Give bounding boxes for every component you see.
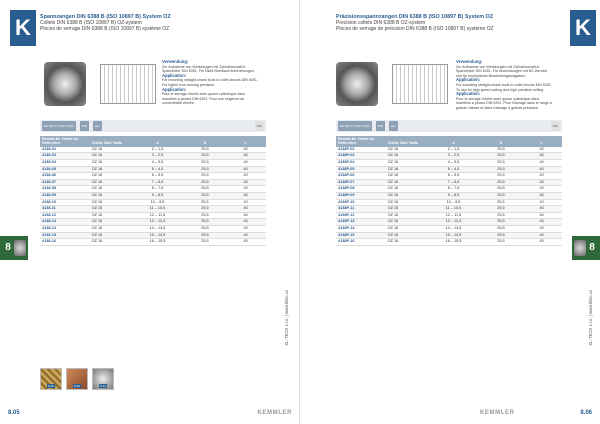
product-ref: 8.21: [100, 384, 106, 388]
table-cell: OZ 16: [90, 186, 131, 193]
kemmler-k-logo: K: [570, 10, 596, 46]
table-cell: 8 – 7,5: [426, 186, 480, 193]
left-title-de: Spannzangen DIN 6388 B (ISO 10897 B) System OZ: [40, 14, 171, 20]
table-cell: 40: [521, 173, 562, 180]
table-row: [336, 199, 562, 206]
table-cell: 40: [521, 186, 562, 193]
table-row: [40, 179, 266, 186]
right-title-block: [336, 14, 494, 32]
spec-cell: EH 840 PI 1300 0 ISO: [338, 121, 372, 131]
right-title-fr: Pinces de serrage de précision DIN 6388 B (ISO 10897 B) système OZ: [336, 26, 494, 32]
table-cell: 6 – 5,5: [426, 173, 480, 180]
table-cell: 4 – 3,5: [130, 160, 184, 167]
table-cell: 25,5: [481, 147, 522, 153]
table-cell: 16 – 15,5: [130, 239, 184, 246]
related-products: [40, 368, 114, 390]
col-header: d: [130, 136, 184, 147]
table-cell: 2 – 1,5: [130, 147, 184, 153]
table-row: [336, 153, 562, 160]
table-cell: 40: [521, 225, 562, 232]
table-row: [40, 225, 266, 232]
table-row: [40, 199, 266, 206]
table-cell: OZ 16: [90, 173, 131, 180]
table-row: [40, 192, 266, 199]
table-cell: 40: [225, 179, 266, 186]
table-cell: 4138P-05: [336, 166, 386, 173]
section-number-tab: [572, 236, 600, 260]
table-cell: OZ 16: [386, 239, 427, 246]
table-cell: 25,5: [481, 173, 522, 180]
table-row: [336, 179, 562, 186]
collet-thumb-icon: [574, 240, 586, 256]
right-title-en: Precision collets DIN 6388 B OZ-system: [336, 20, 426, 26]
table-cell: 6 – 5,5: [130, 173, 184, 180]
table-cell: OZ 16: [386, 179, 427, 186]
table-cell: 4138-05: [40, 166, 90, 173]
spec-cell: Abb: [255, 121, 264, 131]
left-footer: [8, 408, 292, 418]
spec-cell: DIN: [376, 121, 385, 131]
usage-text-fr: Pour le serrage d'outils avec queue cylindrique dans mandrins à pinces DIN 6391. Pour l'usinage dans le range à grande vitesse et dans l'usinage à grande précision.: [456, 96, 552, 110]
brand-name: KEMMLER: [480, 410, 515, 416]
table-cell: 4138P-09: [336, 192, 386, 199]
table-cell: 12 – 11,5: [130, 212, 184, 219]
table-cell: 4138-15: [40, 232, 90, 239]
left-title-block: [40, 14, 171, 32]
table-row: [40, 173, 266, 180]
table-cell: 40: [521, 179, 562, 186]
table-cell: 25,5: [185, 179, 226, 186]
table-cell: 12 – 11,5: [426, 212, 480, 219]
table-cell: 3 – 2,5: [426, 153, 480, 160]
brand-name: KEMMLER: [257, 410, 292, 416]
table-cell: 40: [521, 166, 562, 173]
table-row: [336, 160, 562, 167]
table-cell: 4138-07: [40, 179, 90, 186]
table-cell: 4138P-03: [336, 153, 386, 160]
table-cell: 4 – 3,5: [426, 160, 480, 167]
table-cell: 15 – 14,5: [426, 232, 480, 239]
table-row: [40, 153, 266, 160]
section-number-tab: [0, 236, 28, 260]
table-cell: 25,5: [185, 192, 226, 199]
table-cell: OZ 16: [386, 232, 427, 239]
col-header: D: [185, 136, 226, 147]
table-cell: 25,5: [481, 166, 522, 173]
table-cell: OZ 16: [386, 225, 427, 232]
table-cell: OZ 16: [386, 160, 427, 167]
left-title-fr: Pinces de serrage DIN 6388 B (ISO 10897 B) système OZ: [40, 26, 170, 32]
table-cell: OZ 16: [90, 179, 131, 186]
table-cell: OZ 16: [90, 219, 131, 226]
table-cell: 4138P-07: [336, 179, 386, 186]
table-cell: 13 – 12,5: [130, 219, 184, 226]
table-row: [336, 239, 562, 246]
table-cell: 4138-09: [40, 192, 90, 199]
table-cell: 4138P-02: [336, 147, 386, 153]
table-cell: 4138P-14: [336, 225, 386, 232]
table-row: [40, 166, 266, 173]
table-cell: 25,5: [481, 179, 522, 186]
table-cell: OZ 16: [90, 232, 131, 239]
table-row: [336, 219, 562, 226]
table-cell: OZ 16: [90, 239, 131, 246]
related-product[interactable]: [92, 368, 114, 390]
table-row: [40, 206, 266, 213]
table-cell: 25,5: [481, 232, 522, 239]
table-cell: OZ 16: [386, 147, 427, 153]
table-row: [336, 232, 562, 239]
table-cell: 8 – 7,5: [130, 186, 184, 193]
table-cell: 25,5: [481, 225, 522, 232]
table-cell: OZ 16: [90, 166, 131, 173]
distributor-vertical-text: KL-TECH s.r.o. | www.kltec.cz: [588, 290, 593, 346]
table-cell: 4138-08: [40, 186, 90, 193]
table-cell: OZ 16: [90, 160, 131, 167]
table-cell: 4138P-08: [336, 186, 386, 193]
table-row: [40, 232, 266, 239]
section-number: 8: [589, 242, 595, 253]
table-cell: 25,5: [185, 153, 226, 160]
table-cell: 40: [225, 147, 266, 153]
table-cell: OZ 16: [386, 199, 427, 206]
table-cell: 4138P-04: [336, 160, 386, 167]
usage-text-fr: Pour le serrage d'outils avec queue cylindrique dans mandrins à pinces DIN 6391. Pour une exigence de concentricité élevée.: [162, 92, 246, 106]
table-cell: 7 – 6,5: [426, 179, 480, 186]
left-spec-icon-bar: [40, 120, 266, 132]
table-cell: 4138-10: [40, 199, 90, 206]
table-cell: 4138P-13: [336, 219, 386, 226]
usage-heading-fr: Application:: [456, 91, 481, 97]
usage-heading-de: Verwendung:: [456, 59, 483, 64]
col-header: L: [521, 136, 562, 147]
table-cell: 13 – 12,5: [426, 219, 480, 226]
table-cell: 25,5: [481, 186, 522, 193]
right-usage-text: [456, 60, 552, 111]
table-cell: 25,5: [481, 212, 522, 219]
spec-cell: Abb: [551, 121, 560, 131]
left-spec-table: [40, 136, 266, 246]
usage-heading-de: Verwendung:: [162, 59, 189, 64]
table-cell: OZ 16: [90, 192, 131, 199]
table-cell: 40: [521, 206, 562, 213]
right-title-de: Präzisionsspannzangen DIN 6388 B (ISO 10897 B) System OZ: [336, 14, 493, 20]
collet-thumb-icon: [14, 240, 26, 256]
table-cell: 25,5: [185, 160, 226, 167]
table-cell: 14 – 13,5: [426, 225, 480, 232]
table-cell: 40: [521, 192, 562, 199]
kemmler-k-logo: K: [10, 10, 36, 46]
table-cell: 25,5: [185, 212, 226, 219]
table-cell: 3 – 2,5: [130, 153, 184, 160]
table-cell: 25,5: [185, 199, 226, 206]
table-cell: 25,5: [185, 166, 226, 173]
table-cell: 15 – 14,5: [130, 232, 184, 239]
usage-heading-en: Application:: [456, 77, 481, 83]
left-title-en: Collets DIN 6388 B (ISO 10897 B) OZ-system: [40, 20, 142, 26]
table-cell: 40: [521, 199, 562, 206]
table-cell: 25,5: [185, 225, 226, 232]
table-cell: 25,5: [481, 219, 522, 226]
product-ref: 8.20: [74, 384, 80, 388]
table-row: [336, 166, 562, 173]
table-cell: 40: [225, 166, 266, 173]
table-cell: 40: [225, 232, 266, 239]
col-header: D: [481, 136, 522, 147]
col-header: d: [426, 136, 480, 147]
table-cell: 40: [225, 212, 266, 219]
product-ref: 8.20: [48, 384, 54, 388]
table-cell: OZ 16: [90, 212, 131, 219]
table-cell: 10 – 9,5: [130, 199, 184, 206]
col-header: Größe Size Taille: [386, 136, 427, 147]
table-cell: 4138-12: [40, 212, 90, 219]
table-cell: 40: [225, 219, 266, 226]
collet-technical-drawing: [100, 64, 156, 104]
spec-cell: EH 840 PI 1300 0 ISO: [42, 121, 76, 131]
section-number: 8: [5, 242, 11, 253]
table-cell: 4138-02: [40, 147, 90, 153]
table-cell: 4138-14: [40, 225, 90, 232]
table-cell: 5 – 4,5: [426, 166, 480, 173]
table-cell: 25,5: [185, 173, 226, 180]
table-cell: 4138P-12: [336, 212, 386, 219]
table-row: [40, 212, 266, 219]
table-cell: 25,5: [481, 160, 522, 167]
table-cell: 9 – 8,5: [426, 192, 480, 199]
table-cell: 25,5: [481, 199, 522, 206]
right-page: [300, 0, 600, 424]
table-cell: OZ 16: [386, 173, 427, 180]
table-cell: 40: [225, 173, 266, 180]
table-cell: OZ 16: [386, 212, 427, 219]
table-cell: 14 – 13,5: [130, 225, 184, 232]
col-header: Bestell-Nr. Order no. Référence: [336, 136, 386, 147]
page-number: 8.05: [8, 410, 20, 416]
table-cell: 9 – 8,5: [130, 192, 184, 199]
table-cell: 25,5: [185, 186, 226, 193]
table-cell: 7 – 6,5: [130, 179, 184, 186]
table-row: [336, 173, 562, 180]
table-cell: 40: [521, 153, 562, 160]
table-cell: 25,5: [185, 232, 226, 239]
usage-heading-fr: Application:: [162, 86, 187, 92]
table-cell: 25,5: [481, 192, 522, 199]
table-cell: 25,5: [481, 239, 522, 246]
table-cell: OZ 16: [90, 199, 131, 206]
table-cell: 40: [225, 225, 266, 232]
page-number: 8.06: [580, 410, 592, 416]
related-product[interactable]: [66, 368, 88, 390]
usage-heading-en: Application:: [162, 72, 187, 78]
collet-photo: [44, 62, 86, 106]
right-footer: [300, 408, 592, 418]
table-cell: OZ 16: [386, 192, 427, 199]
table-row: [40, 160, 266, 167]
table-row: [336, 186, 562, 193]
table-cell: OZ 16: [386, 166, 427, 173]
table-cell: 25,5: [185, 219, 226, 226]
table-cell: 4138P-06: [336, 173, 386, 180]
table-row: [336, 192, 562, 199]
table-row: [336, 206, 562, 213]
col-header: L: [225, 136, 266, 147]
table-cell: 25,5: [481, 153, 522, 160]
table-cell: OZ 16: [386, 186, 427, 193]
table-cell: 25,5: [481, 206, 522, 213]
table-cell: 40: [521, 147, 562, 153]
table-cell: 4138P-16: [336, 239, 386, 246]
table-cell: 4138P-15: [336, 232, 386, 239]
table-cell: 40: [225, 153, 266, 160]
table-cell: 40: [521, 232, 562, 239]
table-cell: 40: [521, 212, 562, 219]
table-cell: 40: [225, 160, 266, 167]
table-cell: OZ 16: [386, 219, 427, 226]
table-cell: 25,5: [185, 147, 226, 153]
table-cell: 4138-11: [40, 206, 90, 213]
spec-cell: pcs: [389, 121, 398, 131]
collet-photo: [336, 62, 378, 106]
table-cell: OZ 16: [386, 153, 427, 160]
table-cell: 40: [225, 192, 266, 199]
table-cell: 4138-04: [40, 160, 90, 167]
table-cell: 40: [225, 206, 266, 213]
table-cell: 5 – 4,5: [130, 166, 184, 173]
spec-cell: DIN: [80, 121, 89, 131]
table-cell: OZ 16: [90, 206, 131, 213]
table-cell: OZ 16: [90, 153, 131, 160]
table-cell: 25,5: [185, 206, 226, 213]
col-header: Bestell-Nr. Order no. Référence: [40, 136, 90, 147]
distributor-vertical-text: KL-TECH s.r.o. | www.kltec.cz: [284, 290, 289, 346]
collet-technical-drawing: [392, 64, 448, 104]
table-cell: 40: [521, 239, 562, 246]
usage-text-en: For mounting straight-shank tools in collet chucks DIN 6391. For higher true-running precision.: [162, 78, 258, 87]
table-cell: 25,5: [185, 239, 226, 246]
col-header: Größe Size Taille: [90, 136, 131, 147]
table-cell: 2 – 1,5: [426, 147, 480, 153]
usage-text-de: Zur Aufnahme von Werkzeugen mit Zylinderschaft in Spannfutter DIN 6391. Für Nicht-Rundlauf-Anforderungen.: [162, 64, 255, 74]
table-row: [336, 225, 562, 232]
table-row: [40, 239, 266, 246]
table-cell: OZ 16: [386, 206, 427, 213]
table-cell: 40: [225, 186, 266, 193]
table-cell: OZ 16: [90, 225, 131, 232]
table-row: [40, 219, 266, 226]
right-spec-table: [336, 136, 562, 246]
table-cell: 4138-06: [40, 173, 90, 180]
table-cell: 40: [225, 199, 266, 206]
right-spec-icon-bar: [336, 120, 562, 132]
table-cell: 10 – 9,5: [426, 199, 480, 206]
table-cell: 40: [521, 219, 562, 226]
table-row: [40, 186, 266, 193]
table-cell: 4138-13: [40, 219, 90, 226]
table-cell: 4138-16: [40, 239, 90, 246]
table-cell: 4138-03: [40, 153, 90, 160]
usage-text-en: For mounting straight-shank tools in collet chucks DIN 6391. To use for high speed cutting and high precision milling.: [456, 82, 552, 92]
table-cell: 40: [225, 239, 266, 246]
table-cell: 4138P-11: [336, 206, 386, 213]
usage-text-de: Zur Aufnahme von Werkzeugen mit Zylinderschaft in Spannfutter DIN 6391. Für Anwendungen mit NC-Bereich und für hochpräzise Bearbeitungsaufgaben.: [456, 64, 548, 78]
related-product[interactable]: [40, 368, 62, 390]
table-cell: 4138P-10: [336, 199, 386, 206]
table-cell: 11 – 10,5: [130, 206, 184, 213]
spec-cell: pcs: [93, 121, 102, 131]
table-cell: 40: [521, 160, 562, 167]
table-cell: 11 – 10,5: [426, 206, 480, 213]
left-usage-text: [162, 60, 258, 106]
table-cell: OZ 16: [90, 147, 131, 153]
table-cell: 16 – 15,5: [426, 239, 480, 246]
table-row: [336, 212, 562, 219]
